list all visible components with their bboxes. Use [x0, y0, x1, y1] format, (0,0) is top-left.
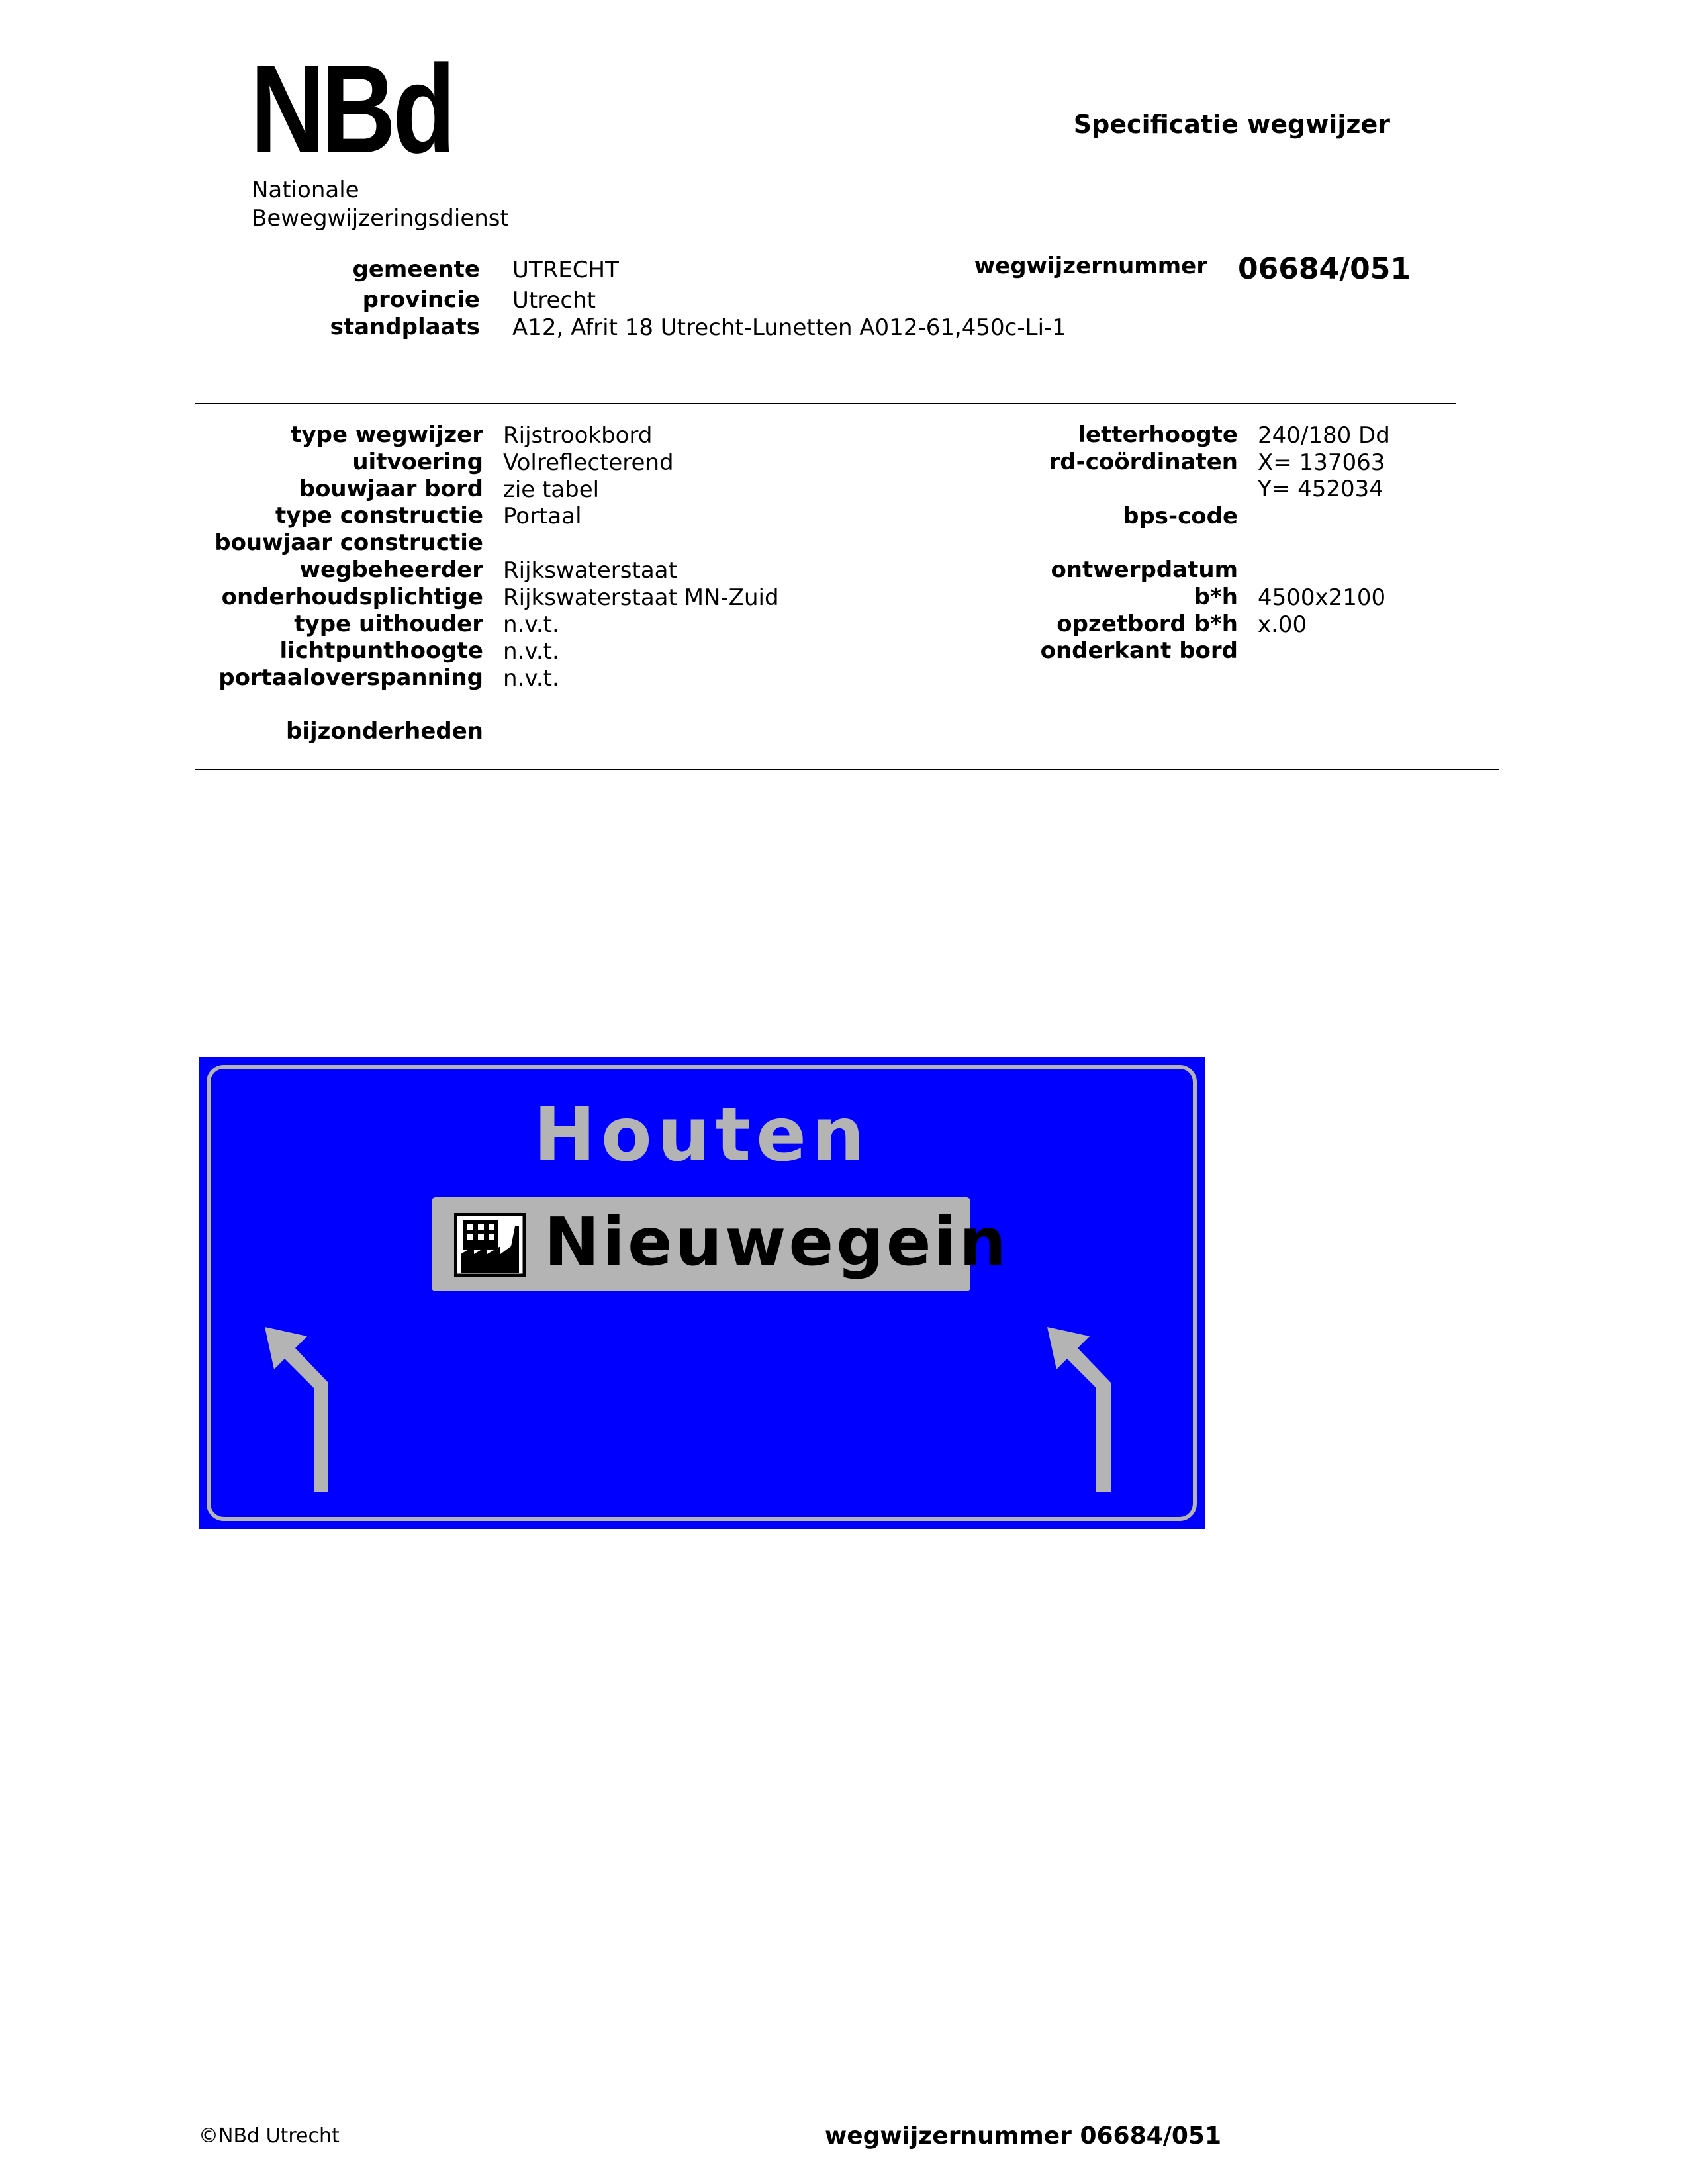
spec-value: Rijkswaterstaat	[503, 557, 677, 584]
spec-value: Portaal	[503, 503, 582, 529]
sign-destination-houten: Houten	[534, 1092, 870, 1178]
spec-label: uitvoering	[352, 449, 483, 475]
wegwijzernummer-value: 06684/051	[1238, 252, 1411, 286]
bps-code-label: bps-code	[1123, 503, 1238, 529]
spec-value: Rijstrookbord	[503, 422, 653, 449]
standplaats-label: standplaats	[330, 314, 480, 340]
standplaats-value: A12, Afrit 18 Utrecht-Lunetten A012-61,450c-Li-1	[512, 314, 1066, 341]
provincie-label: provincie	[362, 287, 480, 313]
logo-subtitle-line1: Nationale	[252, 177, 359, 203]
spec-label: lichtpunthoogte	[279, 637, 483, 664]
divider-bottom	[195, 769, 1499, 770]
wegwijzernummer-label: wegwijzernummer	[974, 253, 1207, 279]
spec-value: zie tabel	[503, 477, 600, 503]
footer-sign-number: wegwijzernummer 06684/051	[824, 2122, 1221, 2150]
divider-top	[195, 403, 1456, 404]
spec-value: n.v.t.	[503, 665, 559, 692]
document-title: Specificatie wegwijzer	[1073, 110, 1390, 139]
bijzonderheden-label: bijzonderheden	[285, 718, 483, 745]
spec-label: type wegwijzer	[291, 422, 483, 448]
spec-value: n.v.t.	[503, 638, 559, 664]
rd-y-value: Y= 452034	[1258, 476, 1383, 502]
spec-label: bouwjaar constructie	[214, 529, 483, 556]
gemeente-label: gemeente	[352, 256, 480, 283]
sign-destination-nieuwegein: Nieuwegein	[544, 1203, 1009, 1281]
letterhoogte-value: 240/180 Dd	[1258, 422, 1390, 449]
ontwerpdatum-label: ontwerpdatum	[1051, 557, 1238, 583]
road-sign	[199, 1057, 1205, 1529]
bh-label: b*h	[1194, 584, 1238, 610]
spec-label: portaaloverspanning	[218, 664, 483, 691]
opzetbord-label: opzetbord b*h	[1056, 611, 1238, 637]
letterhoogte-label: letterhoogte	[1078, 422, 1238, 448]
footer-copyright: ©NBd Utrecht	[199, 2124, 340, 2148]
spec-label: type constructie	[275, 502, 483, 529]
spec-value: Rijkswaterstaat MN-Zuid	[503, 584, 779, 611]
rd-x-value: X= 137063	[1258, 449, 1385, 476]
provincie-value: Utrecht	[512, 287, 596, 314]
bh-value: 4500x2100	[1258, 584, 1386, 611]
sign-inset-panel	[432, 1197, 1009, 1291]
rd-coordinaten-label: rd-coördinaten	[1049, 449, 1238, 475]
spec-label: bouwjaar bord	[299, 476, 483, 502]
onderkant-bord-label: onderkant bord	[1040, 637, 1238, 664]
spec-label: onderhoudsplichtige	[221, 584, 483, 610]
spec-label: wegbeheerder	[299, 557, 483, 583]
spec-value: Volreflecterend	[503, 449, 674, 476]
opzetbord-value: x.00	[1258, 612, 1307, 638]
logo-subtitle-line2: Bewegwijzeringsdienst	[252, 205, 509, 232]
arrow-up-left-icon	[1042, 1322, 1121, 1494]
arrow-up-left-icon	[259, 1322, 339, 1494]
gemeente-value: UTRECHT	[512, 257, 619, 283]
logo: NBd	[250, 39, 453, 179]
spec-label: type uithouder	[294, 611, 483, 637]
industrial-area-icon	[454, 1213, 526, 1277]
spec-value: n.v.t.	[503, 612, 559, 638]
